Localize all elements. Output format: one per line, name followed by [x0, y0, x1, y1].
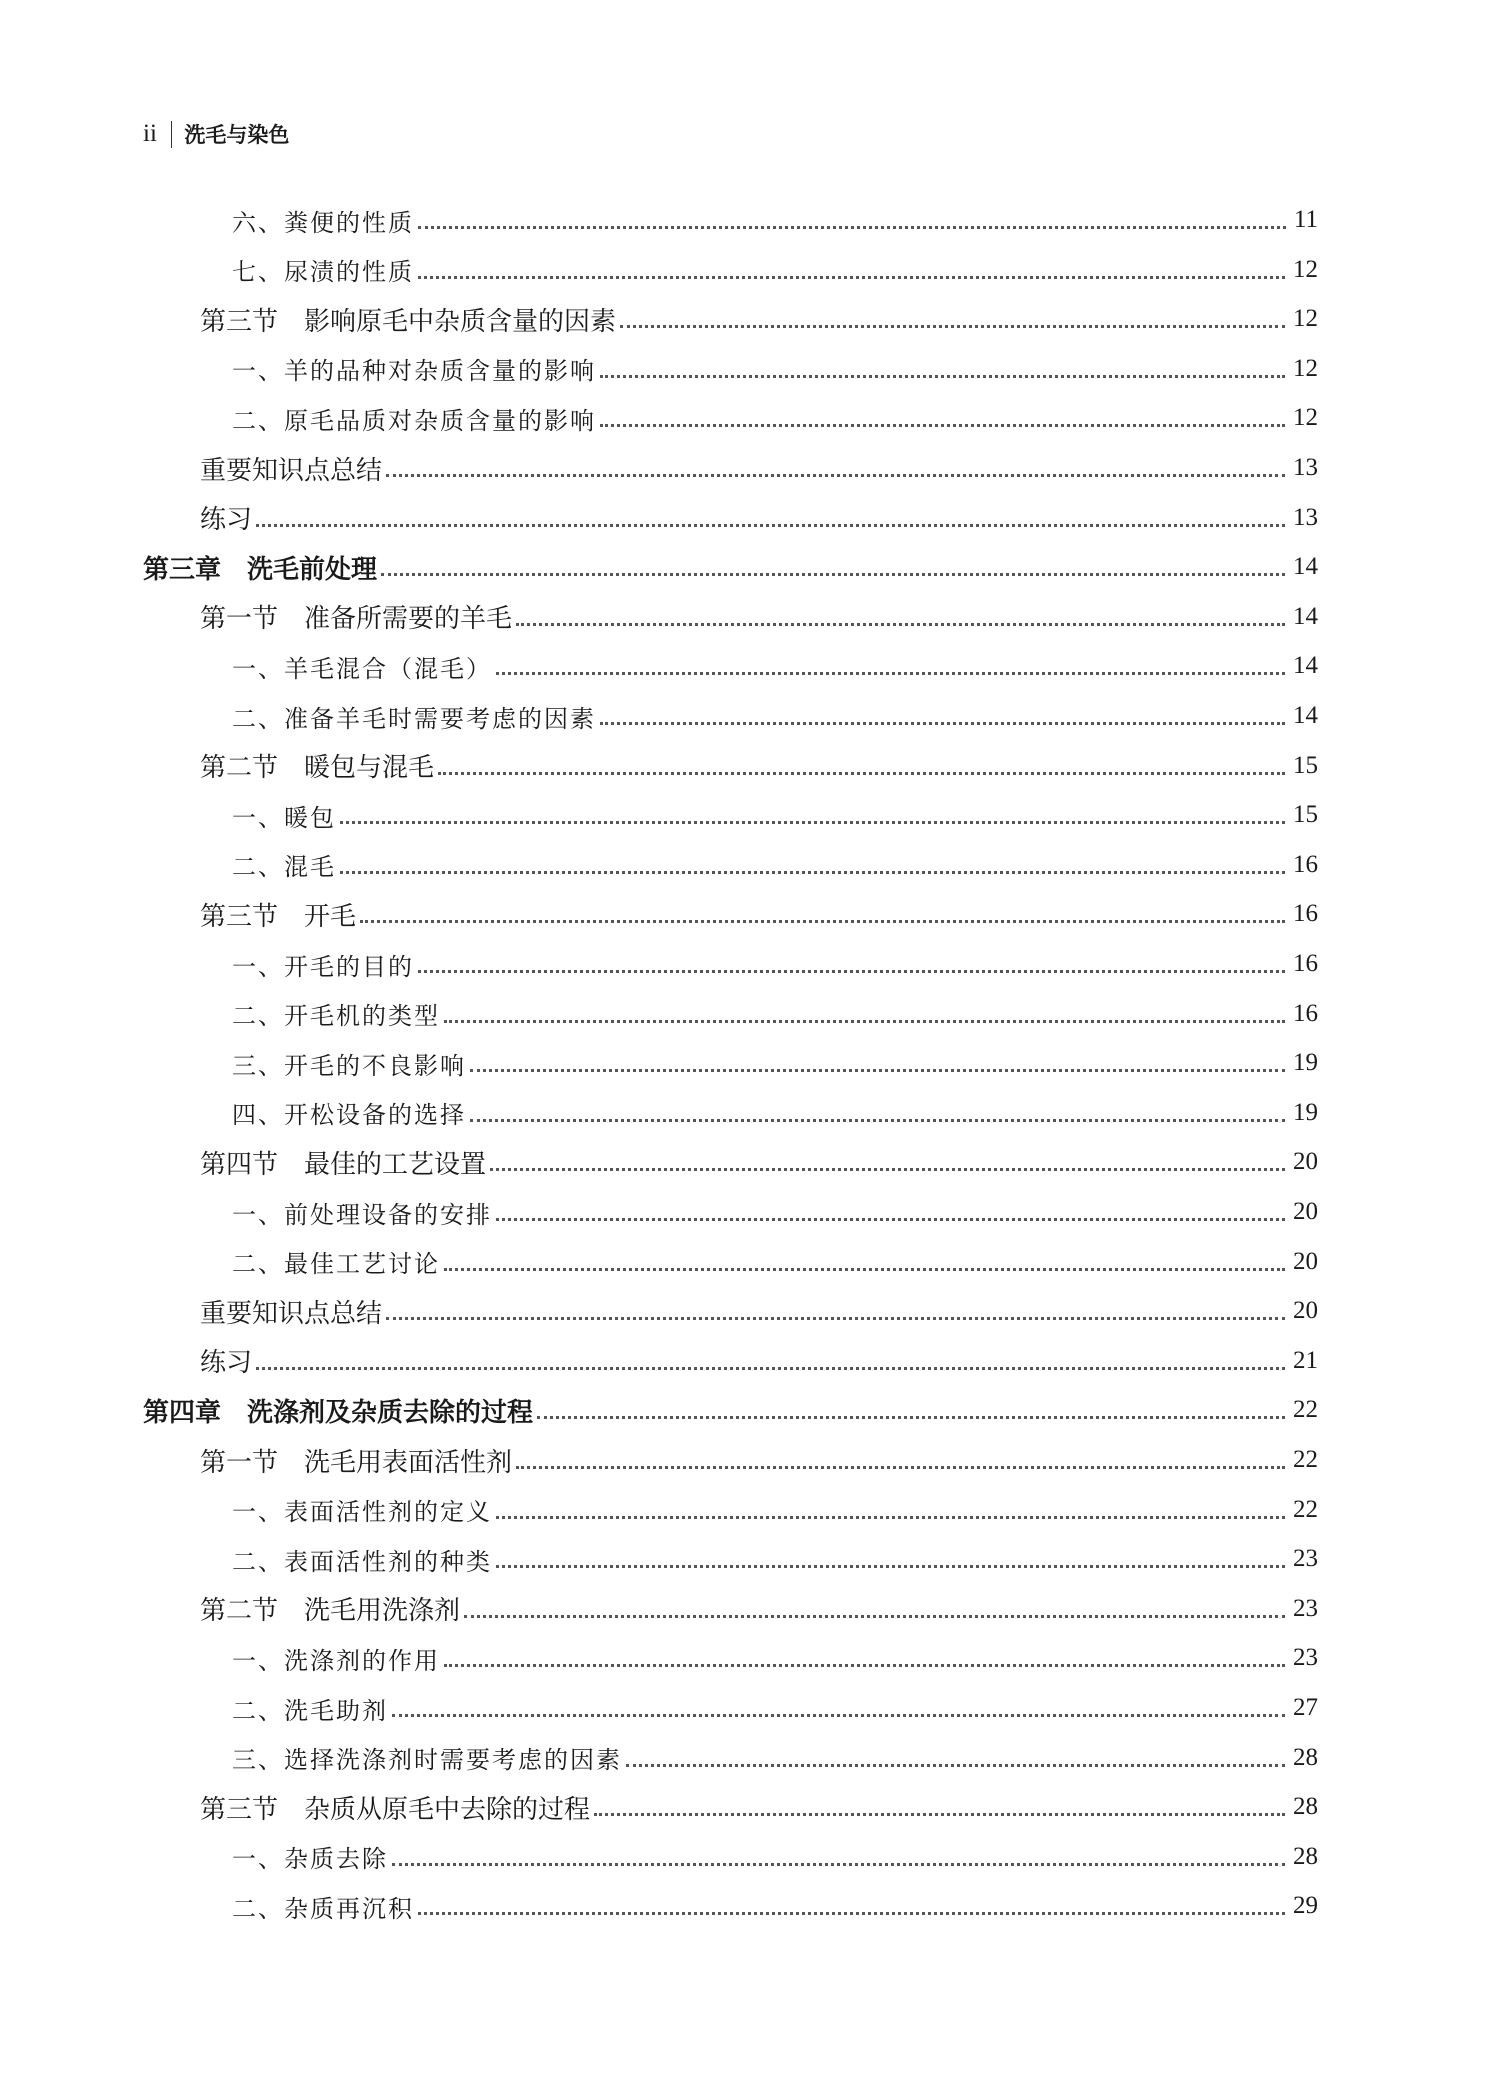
running-header — [143, 116, 289, 152]
toc-entry[interactable] — [232, 994, 1318, 1034]
toc-entry[interactable] — [200, 1291, 1318, 1331]
toc-entry[interactable] — [232, 1242, 1318, 1282]
toc-entry-title: 第三节 开毛 — [200, 901, 357, 932]
toc-entry[interactable] — [200, 1589, 1318, 1629]
toc-entry[interactable] — [200, 746, 1318, 786]
toc-entry-title: 二、开毛机的类型 — [232, 1002, 440, 1031]
toc-entry[interactable] — [232, 1688, 1318, 1728]
toc-entry[interactable] — [232, 1886, 1318, 1926]
toc-entry-title: 二、混毛 — [232, 853, 336, 882]
dot-leader — [340, 821, 1285, 824]
toc-entry-title: 练习 — [200, 505, 253, 536]
dot-leader — [516, 623, 1285, 626]
toc-entry-title: 一、洗涤剂的作用 — [232, 1646, 440, 1675]
toc-entry-title: 第三节 影响原毛中杂质含量的因素 — [200, 306, 617, 337]
dot-leader — [418, 276, 1285, 279]
toc-entry-title: 第二节 暖包与混毛 — [200, 753, 435, 784]
toc-entry[interactable] — [200, 498, 1318, 538]
dot-leader — [418, 1912, 1285, 1915]
toc-entry[interactable] — [232, 845, 1318, 885]
toc-entry-page: 15 — [1293, 751, 1318, 779]
toc-entry-page: 14 — [1293, 702, 1318, 729]
toc-entry-page: 23 — [1293, 1545, 1318, 1573]
toc-entry-page: 12 — [1293, 305, 1318, 333]
toc-entry-page: 28 — [1293, 1842, 1318, 1870]
toc-entry[interactable] — [232, 349, 1318, 389]
toc-entry-page: 21 — [1293, 1346, 1318, 1374]
dot-leader — [600, 424, 1285, 427]
dot-leader — [444, 1020, 1285, 1023]
toc-entry-page: 16 — [1293, 900, 1318, 928]
dot-leader — [392, 1863, 1285, 1866]
toc-entry-page: 12 — [1293, 354, 1318, 382]
toc-entry-page: 19 — [1293, 1049, 1318, 1077]
toc-entry-title: 六、粪便的性质 — [232, 208, 414, 237]
toc-entry-page: 14 — [1293, 652, 1318, 680]
toc-entry-title: 一、表面活性剂的定义 — [232, 1498, 492, 1527]
toc-entry-title: 重要知识点总结 — [200, 455, 383, 486]
toc-entry-title: 二、原毛品质对杂质含量的影响 — [232, 406, 596, 435]
toc-entry-title: 三、选择洗涤剂时需要考虑的因素 — [232, 1746, 622, 1775]
dot-leader — [360, 920, 1285, 923]
toc-entry[interactable] — [200, 448, 1318, 488]
toc-entry-title: 第一节 洗毛用表面活性剂 — [200, 1447, 513, 1478]
dot-leader — [464, 1615, 1285, 1618]
toc-entry-page: 28 — [1293, 1793, 1318, 1821]
dot-leader — [496, 1218, 1285, 1221]
toc-entry-title: 第四节 最佳的工艺设置 — [200, 1149, 487, 1180]
toc-entry[interactable] — [232, 1738, 1318, 1778]
toc-entry[interactable] — [232, 1837, 1318, 1877]
toc-entry-title: 二、最佳工艺讨论 — [232, 1250, 440, 1279]
toc-entry-title: 三、开毛的不良影响 — [232, 1051, 466, 1080]
toc-entry-title: 一、羊毛混合（混毛） — [232, 654, 492, 683]
toc-entry-title: 练习 — [200, 1348, 253, 1379]
toc-entry[interactable] — [200, 1142, 1318, 1182]
toc-entry[interactable] — [232, 1638, 1318, 1678]
toc-entry-title: 四、开松设备的选择 — [232, 1101, 466, 1130]
dot-leader — [444, 1664, 1285, 1667]
toc-entry[interactable] — [232, 944, 1318, 984]
toc-entry-page: 16 — [1293, 950, 1318, 977]
toc-entry[interactable] — [200, 1787, 1318, 1827]
dot-leader — [620, 325, 1285, 328]
dot-leader — [594, 1813, 1285, 1816]
toc-entry[interactable] — [200, 894, 1318, 934]
toc-entry-page: 14 — [1293, 553, 1318, 581]
toc-entry[interactable] — [232, 696, 1318, 736]
toc-entry-page: 27 — [1293, 1694, 1318, 1721]
header-divider — [171, 121, 173, 148]
dot-leader — [600, 722, 1285, 725]
toc-entry-title: 一、开毛的目的 — [232, 952, 414, 981]
toc-entry[interactable] — [200, 299, 1318, 339]
toc-entry-page: 22 — [1293, 1396, 1318, 1424]
toc-entry-page: 12 — [1293, 404, 1318, 432]
dot-leader — [626, 1764, 1285, 1767]
dot-leader — [256, 524, 1285, 527]
toc-entry-title: 第四章 洗涤剂及杂质去除的过程 — [143, 1397, 534, 1428]
dot-leader — [496, 1516, 1285, 1519]
dot-leader — [392, 1714, 1285, 1717]
dot-leader — [537, 1416, 1285, 1419]
toc-entry[interactable] — [232, 398, 1318, 438]
dot-leader — [418, 226, 1286, 229]
toc-entry-page: 11 — [1293, 206, 1318, 233]
toc-entry[interactable] — [143, 547, 1318, 587]
toc-entry-page: 16 — [1293, 999, 1318, 1027]
dot-leader — [418, 970, 1285, 973]
toc-entry[interactable] — [143, 1390, 1318, 1430]
toc-entry-page: 20 — [1293, 1148, 1318, 1176]
toc-entry-title: 第一节 准备所需要的羊毛 — [200, 604, 513, 635]
toc-entry-page: 15 — [1293, 801, 1318, 829]
dot-leader — [438, 772, 1285, 775]
dot-leader — [600, 375, 1285, 378]
dot-leader — [256, 1367, 1285, 1370]
toc-entry-page: 23 — [1293, 1644, 1318, 1672]
toc-entry[interactable] — [200, 1440, 1318, 1480]
toc-entry-title: 二、准备羊毛时需要考虑的因素 — [232, 704, 596, 733]
dot-leader — [386, 474, 1285, 477]
toc-entry-page: 13 — [1293, 503, 1318, 531]
toc-entry-page: 29 — [1293, 1892, 1318, 1920]
dot-leader — [381, 573, 1285, 576]
toc-entry-title: 第二节 洗毛用洗涤剂 — [200, 1596, 461, 1627]
toc-entry[interactable] — [200, 597, 1318, 637]
dot-leader — [516, 1466, 1285, 1469]
toc-entry-title: 二、洗毛助剂 — [232, 1696, 388, 1725]
toc-entry-page: 16 — [1293, 850, 1318, 878]
toc-entry-page: 22 — [1293, 1446, 1318, 1473]
page-number: ii — [143, 120, 157, 147]
toc-entry-page: 20 — [1293, 1247, 1318, 1275]
toc-entry[interactable] — [232, 1043, 1318, 1083]
toc-entry[interactable] — [232, 1539, 1318, 1579]
toc-entry-title: 一、暖包 — [232, 803, 336, 832]
dot-leader — [490, 1168, 1285, 1171]
book-title: 洗毛与染色 — [184, 123, 290, 147]
dot-leader — [470, 1069, 1285, 1072]
toc-entry-title: 一、羊的品种对杂质含量的影响 — [232, 357, 596, 386]
toc-entry[interactable] — [232, 250, 1318, 290]
toc-entry-page: 13 — [1293, 454, 1318, 481]
toc-entry-title: 重要知识点总结 — [200, 1298, 383, 1329]
toc-entry-title: 七、尿渍的性质 — [232, 258, 414, 287]
dot-leader — [340, 871, 1285, 874]
dot-leader — [496, 1565, 1285, 1568]
toc-entry[interactable] — [232, 1490, 1318, 1530]
toc-entry-title: 二、表面活性剂的种类 — [232, 1547, 492, 1576]
toc-entry[interactable] — [200, 1341, 1318, 1381]
dot-leader — [496, 672, 1285, 675]
dot-leader — [386, 1317, 1285, 1320]
toc-entry-title: 一、前处理设备的安排 — [232, 1200, 492, 1229]
toc-entry-page: 14 — [1293, 602, 1318, 630]
toc-entry-page: 28 — [1293, 1743, 1318, 1771]
toc-entry-page: 20 — [1293, 1297, 1318, 1325]
toc-entry[interactable] — [232, 646, 1318, 686]
toc-entry[interactable] — [232, 200, 1318, 240]
toc-entry[interactable] — [232, 1093, 1318, 1133]
toc-entry-page: 22 — [1293, 1495, 1318, 1523]
toc-entry-page: 19 — [1293, 1098, 1318, 1126]
toc-entry-title: 二、杂质再沉积 — [232, 1894, 414, 1923]
dot-leader — [444, 1268, 1285, 1271]
toc-entry-title: 第三章 洗毛前处理 — [143, 554, 378, 585]
toc-entry-title: 第三节 杂质从原毛中去除的过程 — [200, 1794, 591, 1825]
toc-entry[interactable] — [232, 1192, 1318, 1232]
toc-entry[interactable] — [232, 795, 1318, 835]
dot-leader — [470, 1119, 1285, 1122]
toc-entry-page: 23 — [1293, 1594, 1318, 1622]
toc-entry-page: 20 — [1293, 1198, 1318, 1225]
toc-entry-title: 一、杂质去除 — [232, 1845, 388, 1874]
toc-entry-page: 12 — [1293, 255, 1318, 283]
